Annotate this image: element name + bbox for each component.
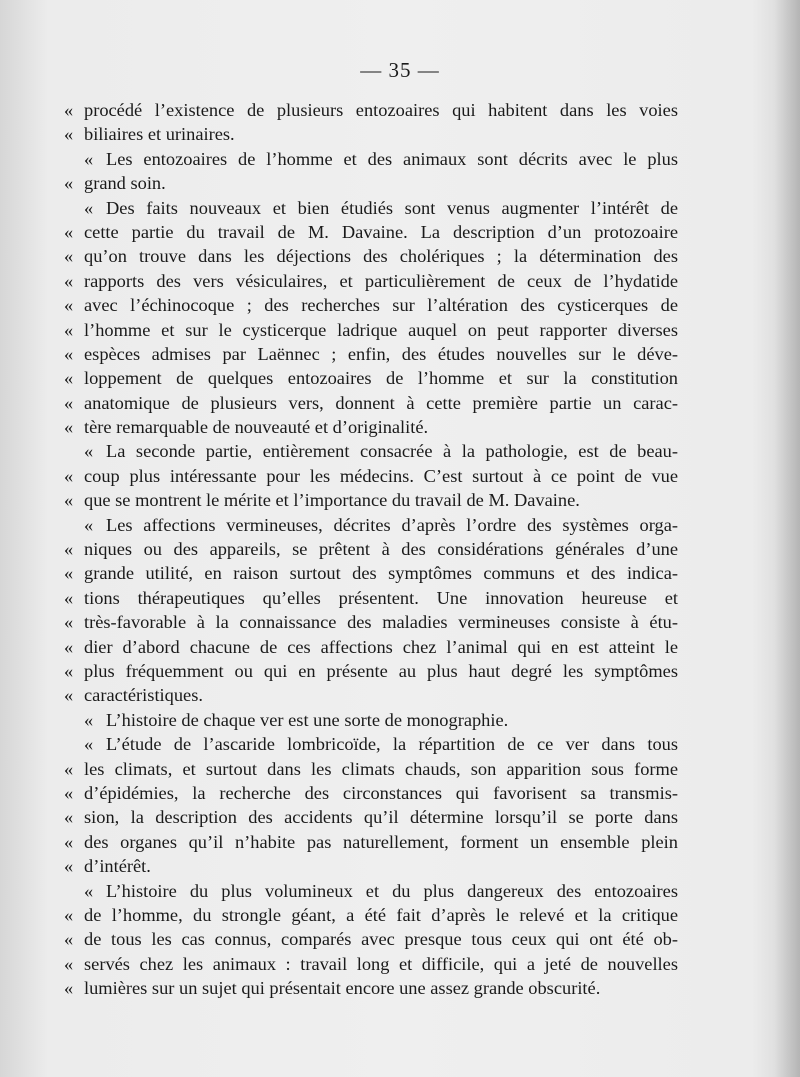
quote-mark: « [64,343,74,364]
text-line [64,220,678,244]
line-text: L’histoire du plus volumineux et du plus dangereux des entozoaires [106,880,678,901]
quote-mark: « [64,587,74,608]
text-line [64,171,678,195]
line-text: espèces admises par Laënnec ; enfin, des études nouvelles sur le déve- [84,343,678,364]
line-text: d’épidémies, la recherche des circonstances qui favorisent sa transmis- [84,782,678,803]
text-line [64,147,678,171]
quote-mark: « [64,417,74,438]
text-line [64,537,678,561]
line-text: La seconde partie, entièrement consacrée à la pathologie, est de beau- [106,441,678,462]
quote-mark: « [64,465,74,486]
quote-mark: « [84,709,94,730]
quote-mark: « [64,124,74,145]
line-text: L’histoire de chaque ver est une sorte de monographie. [106,709,509,730]
quote-mark: « [64,904,74,925]
text-line [64,879,678,903]
text-line [64,244,678,268]
line-text: coup plus intéressante pour les médecins. C’est surtout à ce point de vue [84,465,678,486]
line-text: plus fréquemment ou qui en présente au plus haut degré les symptômes [84,660,678,681]
quote-mark: « [64,758,74,779]
quote-mark: « [64,953,74,974]
line-text: tère remarquable de nouveauté et d’originalité. [84,417,429,438]
body-text [64,98,678,1000]
quote-mark: « [64,563,74,584]
quote-mark: « [64,685,74,706]
text-line [64,708,678,732]
quote-mark: « [64,319,74,340]
line-text: L’étude de l’ascaride lombricoïde, la répartition de ce ver dans tous [106,734,678,755]
line-text: grand soin. [84,173,166,194]
text-line [64,318,678,342]
line-text: des organes qu’il n’habite pas naturellement, forment un ensemble plein [84,831,678,852]
quote-mark: « [64,807,74,828]
line-text: avec l’échinocoque ; des recherches sur l’altération des cysticerques de [84,295,678,316]
text-line [64,976,678,1000]
quote-mark: « [64,295,74,316]
text-line [64,488,678,512]
quote-mark: « [64,929,74,950]
quote-mark: « [64,100,74,120]
text-line [64,513,678,537]
line-text: servés chez les animaux : travail long et difficile, qui a jeté de nouvelles [84,953,678,974]
line-text: Les entozoaires de l’homme et des animaux sont décrits avec le plus [106,148,678,169]
quote-mark: « [64,660,74,681]
text-line [64,342,678,366]
quote-mark: « [84,514,94,535]
text-line [64,561,678,585]
line-text: d’intérêt. [84,856,151,877]
text-line [64,122,678,146]
quote-mark: « [64,246,74,267]
text-line [64,464,678,488]
text-line [64,391,678,415]
quote-mark: « [84,197,94,218]
quote-mark: « [64,368,74,389]
page-edge-shadow [774,0,800,1077]
text-line [64,439,678,463]
text-line [64,781,678,805]
quote-mark: « [64,978,74,999]
text-line [64,732,678,756]
line-text: dier d’abord chacune de ces affections chez l’animal qui en est atteint le [84,636,678,657]
line-text: Des faits nouveaux et bien étudiés sont venus augmenter l’intérêt de [106,197,678,218]
line-text: rapports des vers vésiculaires, et particulièrement de ceux de l’hydatide [84,270,678,291]
quote-mark: « [84,148,94,169]
quote-mark: « [64,856,74,877]
text-line [64,830,678,854]
text-line [64,610,678,634]
text-line [64,586,678,610]
line-text: cette partie du travail de M. Davaine. La description d’un protozoaire [84,221,678,242]
quote-mark: « [64,831,74,852]
quote-mark: « [84,441,94,462]
line-text: que se montrent le mérite et l’importance du travail de M. Davaine. [84,490,580,511]
quote-mark: « [84,734,94,755]
line-text: de tous les cas connus, comparés avec presque tous ceux qui ont été ob- [84,929,678,950]
text-line [64,269,678,293]
text-line [64,903,678,927]
text-line [64,293,678,317]
text-line [64,196,678,220]
line-text: biliaires et urinaires. [84,124,235,145]
line-text: procédé l’existence de plusieurs entozoaires qui habitent dans les voies [84,100,678,120]
quote-mark: « [64,539,74,560]
line-text: anatomique de plusieurs vers, donnent à cette première partie un carac- [84,392,678,413]
line-text: tions thérapeutiques qu’elles présentent. Une innovation heureuse et [84,587,678,608]
text-line [64,659,678,683]
line-text: sion, la description des accidents qu’il détermine lorsqu’il se porte dans [84,807,678,828]
text-line [64,366,678,390]
line-text: loppement de quelques entozoaires de l’homme et sur la constitution [84,368,678,389]
quote-mark: « [64,392,74,413]
quote-mark: « [64,173,74,194]
text-line [64,635,678,659]
text-line [64,854,678,878]
quote-mark: « [64,782,74,803]
quote-mark: « [64,612,74,633]
quote-mark: « [64,636,74,657]
text-line [64,683,678,707]
line-text: Les affections vermineuses, décrites d’après l’ordre des systèmes orga- [106,514,678,535]
line-text: caractéristiques. [84,685,203,706]
quote-mark: « [84,880,94,901]
page-number: — 35 — [360,58,440,82]
line-text: très-favorable à la connaissance des maladies vermineuses consiste à étu- [84,612,678,633]
quote-mark: « [64,221,74,242]
text-line [64,805,678,829]
quote-mark: « [64,490,74,511]
line-text: niques ou des appareils, se prêtent à des considérations générales d’une [84,539,678,560]
text-line [64,952,678,976]
line-text: grande utilité, en raison surtout des symptômes communs et des indica- [84,563,678,584]
text-line [64,415,678,439]
text-line [64,757,678,781]
line-text: l’homme et sur le cysticerque ladrique auquel on peut rapporter diverses [84,319,678,340]
text-line [64,927,678,951]
line-text: lumières sur un sujet qui présentait encore une assez grande obscurité. [84,978,601,999]
line-text: les climats, et surtout dans les climats chauds, son apparition sous forme [84,758,678,779]
line-text: qu’on trouve dans les déjections des cholériques ; la détermination des [84,246,678,267]
line-text: de l’homme, du strongle géant, a été fait d’après le relevé et la critique [84,904,678,925]
quote-mark: « [64,270,74,291]
text-line [64,98,678,122]
